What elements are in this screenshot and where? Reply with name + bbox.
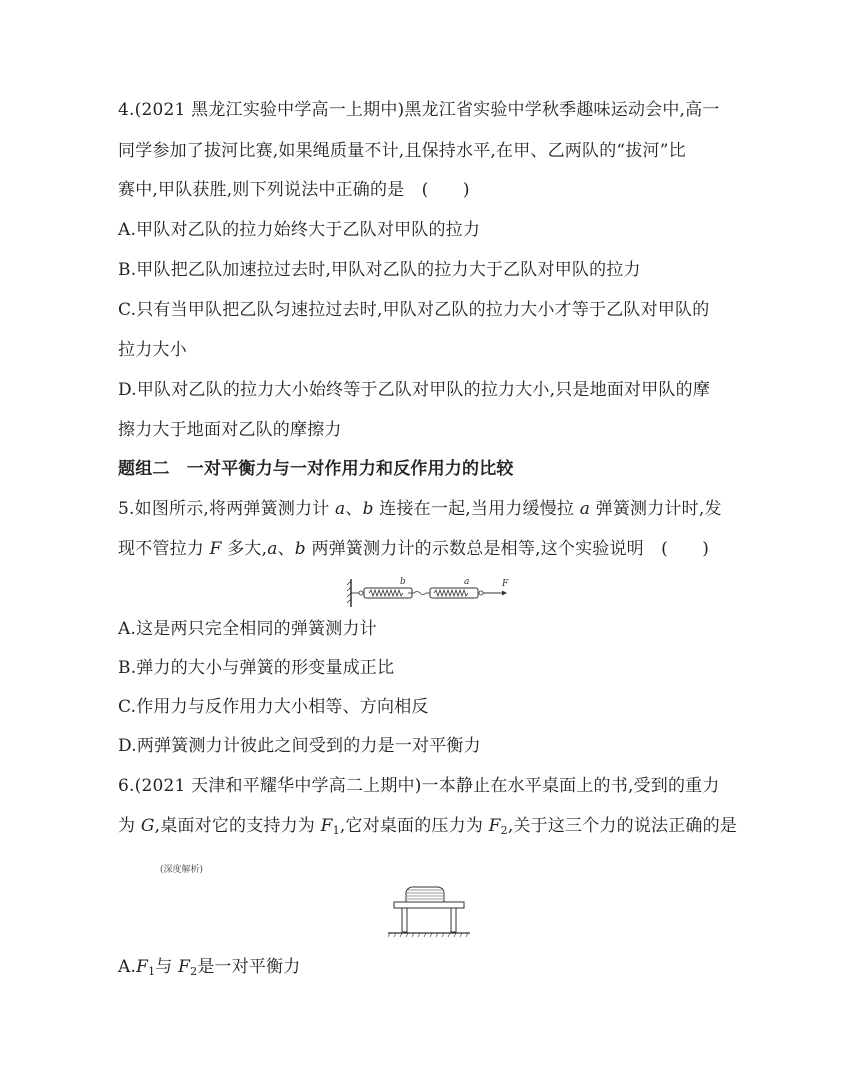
var-b: b <box>294 539 306 559</box>
q6-text: ,桌面对它的支持力为 <box>154 816 321 836</box>
q4-option-c-line2: 拉力大小 <box>118 340 187 360</box>
q5-text: 多大, <box>221 539 268 559</box>
subscript-2: 2 <box>500 824 508 837</box>
spring-scales-figure <box>346 574 516 610</box>
q6-stem-line2 <box>118 815 737 837</box>
var-a: a <box>335 499 346 519</box>
q5-stem-line1 <box>118 498 722 520</box>
var-F: F <box>488 816 501 836</box>
q5-text: 5.如图所示,将两弹簧测力计 <box>118 499 336 519</box>
q5-option-a: A.这是两只完全相同的弹簧测力计 <box>118 619 377 639</box>
ground <box>388 933 470 937</box>
q5-option-d: D.两弹簧测力计彼此之间受到的力是一对平衡力 <box>118 736 481 756</box>
q5-sep: 、 <box>345 499 363 519</box>
q5-option-c: C.作用力与反作用力大小相等、方向相反 <box>118 697 429 717</box>
q5-option-b: B.弹力的大小与弹簧的形变量成正比 <box>118 658 395 678</box>
subscript-1: 1 <box>148 965 156 978</box>
subscript-2: 2 <box>190 965 198 978</box>
q6-text: 为 <box>118 816 141 836</box>
var-F: F <box>320 816 333 836</box>
q5-text: 现不管拉力 <box>118 539 210 559</box>
book <box>406 887 444 902</box>
q6-text: 与 <box>155 957 179 977</box>
q6-option-a <box>118 956 301 978</box>
q5-sep: 、 <box>277 539 295 559</box>
label-a: a <box>464 577 470 587</box>
var-F: F <box>136 957 149 977</box>
q4-option-b: B.甲队把乙队加速拉过去时,甲队对乙队的拉力大于乙队对甲队的拉力 <box>118 260 641 280</box>
q5-stem-line2 <box>118 538 709 560</box>
q6-text: 是一对平衡力 <box>197 957 301 977</box>
hook-link <box>414 592 426 595</box>
table <box>394 902 464 932</box>
wall <box>347 579 351 607</box>
q6-text: ,关于这三个力的说法正确的是 <box>507 816 738 836</box>
q6-stem-line1: 6.(2021 天津和平耀华中学高二上期中)一本静止在水平桌面上的书,受到的重力 <box>118 776 720 796</box>
label-b: b <box>400 577 406 587</box>
q5-text: 两弹簧测力计的示数总是相等,这个实验说明 ( ) <box>305 539 710 559</box>
q5-text: 连接在一起,当用力缓慢拉 <box>373 499 580 519</box>
q4-option-d-line1: D.甲队对乙队的拉力大小始终等于乙队对甲队的拉力大小,只是地面对甲队的摩 <box>118 380 711 400</box>
var-F: F <box>178 957 191 977</box>
var-G: G <box>140 816 155 836</box>
book-on-table-figure <box>388 880 470 942</box>
q4-option-a: A.甲队对乙队的拉力始终大于乙队对甲队的拉力 <box>118 220 481 240</box>
q6-opt-label: A. <box>118 957 137 977</box>
var-F: F <box>209 539 222 559</box>
var-a: a <box>267 539 278 559</box>
q5-text: 弹簧测力计时,发 <box>590 499 722 519</box>
q4-stem-line1: 4.(2021 黑龙江实验中学高一上期中)黑龙江省实验中学秋季趣味运动会中,高一 <box>118 100 720 120</box>
q6-text: ,它对桌面的压力为 <box>339 816 489 836</box>
var-a: a <box>579 499 591 519</box>
q4-stem-line2: 同学参加了拔河比赛,如果绳质量不计,且保持水平,在甲、乙两队的“拔河”比 <box>118 141 686 161</box>
depth-analysis-note: (深度解析) <box>160 865 204 875</box>
var-b: b <box>362 499 374 519</box>
spring-scale-a <box>426 588 478 598</box>
spring-scale-b <box>364 588 414 598</box>
q4-option-c-line1: C.只有当甲队把乙队匀速拉过去时,甲队对乙队的拉力大小才等于乙队对甲队的 <box>118 300 710 320</box>
group2-heading: 题组二 一对平衡力与一对作用力和反作用力的比较 <box>118 459 514 479</box>
subscript-1: 1 <box>332 824 340 837</box>
label-F: F <box>502 579 509 589</box>
q4-stem-line3: 赛中,甲队获胜,则下列说法中正确的是 ( ) <box>118 180 470 200</box>
q4-option-d-line2: 擦力大于地面对乙队的摩擦力 <box>118 420 342 440</box>
